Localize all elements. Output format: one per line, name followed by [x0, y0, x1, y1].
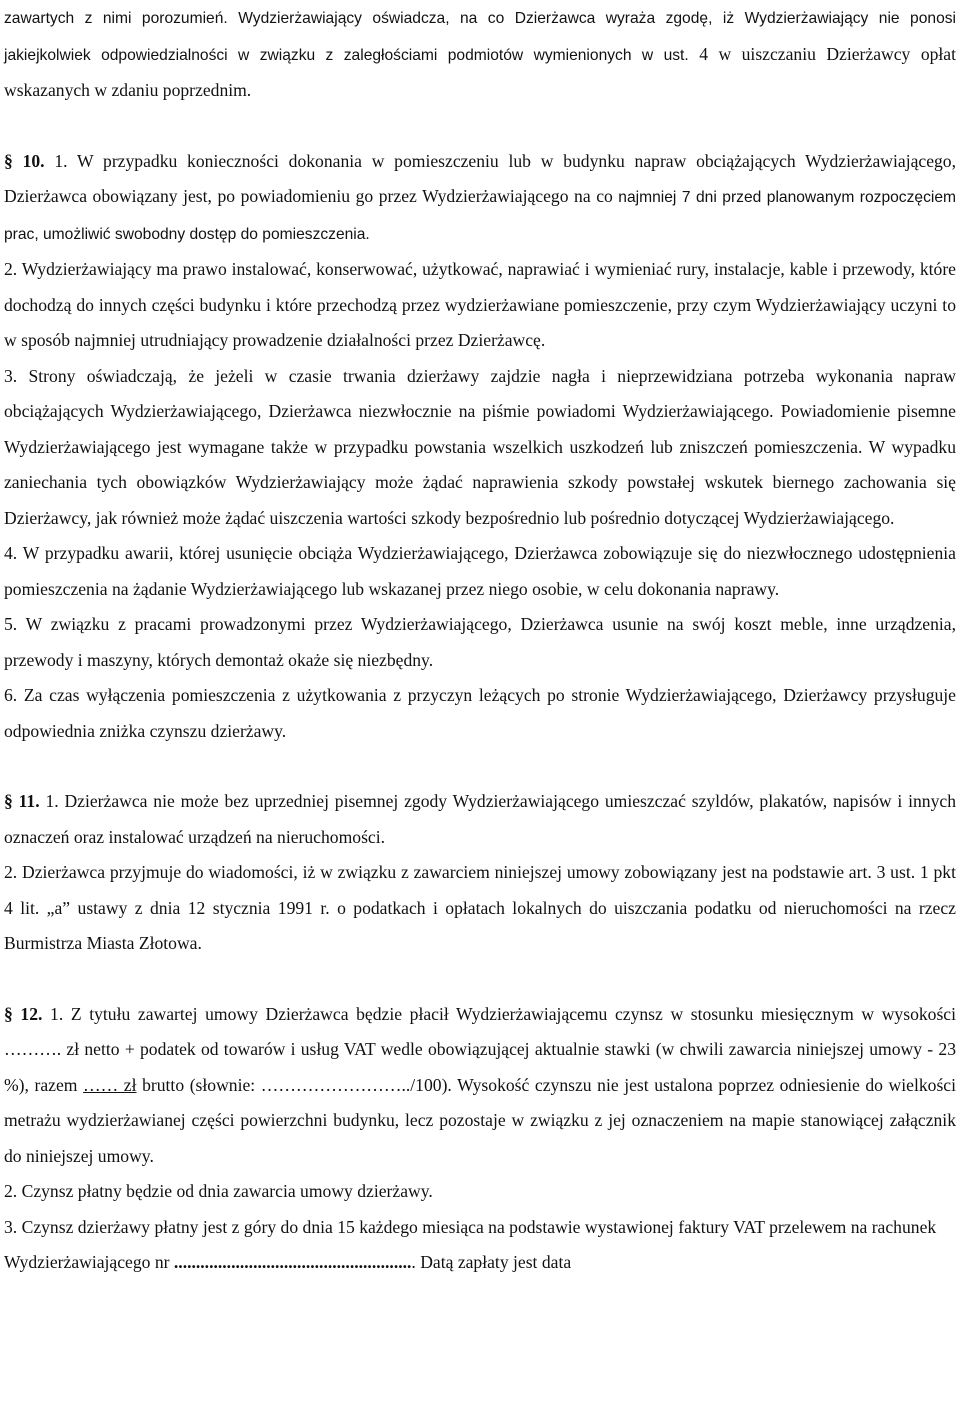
section-gap — [4, 962, 956, 997]
account-number-blank: ...................................................... — [173, 1252, 412, 1272]
section-11-heading: § 11. — [4, 791, 40, 811]
document-page — [4, 0, 956, 1281]
section-12-paragraph-3 — [4, 1210, 956, 1281]
section-10-paragraph-5: 5. W związku z pracami prowadzonymi przez Wydzierżawiającego, Dzierżawca usunie na swój koszt meble, inne urządzenia, przewody i maszyny, których demontaż okaże się niezbędny. — [4, 614, 956, 670]
section-12-para-1-text-cont: brutto (słownie: ……………………../100). Wysokość czynszu nie jest ustalona poprzez odniesienie do wielkości metrażu wydzierżawianej części powierzchni budynku, lecz pozostaje w związku z jej oznaczeniem na mapie stanowiącej załącznik do niniejszej umowy. — [4, 1074, 956, 1166]
intro-paragraph — [4, 0, 956, 109]
gross-amount-blank: …… zł — [83, 1074, 137, 1095]
section-gap — [4, 109, 956, 144]
section-11-paragraph-1 — [4, 784, 956, 855]
section-gap — [4, 749, 956, 784]
section-12-paragraph-2: 2. Czynsz płatny będzie od dnia zawarcia umowy dzierżawy. — [4, 1181, 433, 1201]
section-12-para-3-text: 3. Czynsz dzierżawy płatny jest z góry do dnia 15 każdego miesiąca na podstawie wystawionej faktury VAT przelewem na rachunek Wydzierżawiającego nr — [4, 1216, 937, 1272]
section-10-paragraph-6: 6. Za czas wyłączenia pomieszczenia z użytkowania z przyczyn leżących po stronie Wydzierżawiającego, Dzierżawcy przysługuje odpowiednia zniżka czynszu dzierżawy. — [4, 685, 956, 741]
section-10-para-1-text-sans: najmniej 7 dni przed planowanym rozpoczęciem prac, umożliwić swobodny dostęp do pomieszczenia. — [4, 189, 956, 243]
section-11-paragraph-2: 2. Dzierżawca przyjmuje do wiadomości, iż w związku z zawarciem niniejszej umowy zobowiązany jest na podstawie art. 3 ust. 1 pkt 4 lit. „a” ustawy z dnia 12 stycznia 1991 r. o podatkach i opłatach lokalnych do uiszczania podatku od nieruchomości na rzecz Burmistrza Miasta Złotowa. — [4, 862, 956, 953]
section-10-paragraph-4: 4. W przypadku awarii, której usunięcie obciąża Wydzierżawiającego, Dzierżawca zobowiązuje się do niezwłocznego udostępnienia pomieszczenia na żądanie Wydzierżawiającego lub wskazanej przez niego osobie, w celu dokonania naprawy. — [4, 543, 956, 599]
intro-text: 4 w uiszczaniu Dzierżawcy opłat wskazanych w zdaniu poprzednim. — [4, 43, 956, 100]
section-12-para-1-text: 1. Z tytułu zawartej umowy Dzierżawca będzie płacił Wydzierżawiającemu czynsz w stosunku miesięcznym w wysokości ………. zł netto + podatek od towarów i usług VAT wedle obowiązującej aktualnie stawki (w chwili zawarcia niniejszej umowy - 23 %), razem — [4, 1003, 957, 1095]
section-10-paragraph-2: 2. Wydzierżawiający ma prawo instalować, konserwować, użytkować, naprawiać i wymieniać rury, instalacje, kable i przewody, które dochodzą do innych części budynku i które przechodzą przez wydzierżawiane pomieszczenie, przy czym Wydzierżawiający uczyni to w sposób najmniej utrudniający prowadzenie działalności przez Dzierżawcę. — [4, 259, 956, 350]
section-12-paragraph-1 — [4, 997, 956, 1175]
section-10-paragraph-3: 3. Strony oświadczają, że jeżeli w czasie trwania dzierżawy zajdzie nagła i nieprzewidziana potrzeba wykonania napraw obciążających Wydzierżawiającego, Dzierżawca niezwłocznie na piśmie powiadomi Wydzierżawiającego. Powiadomienie pisemne Wydzierżawiającego jest wymagane także w przypadku powstania wszelkich uszkodzeń lub zniszczeń pomieszczenia. W wypadku zaniechania tych obowiązków Wydzierżawiający może żądać naprawienia szkody powstałej wskutek biernego zachowania się Dzierżawcy, jak również może żądać uiszczenia wartości szkody bezpośrednio lub pośrednio dotyczącej Wydzierżawiającego. — [4, 365, 956, 528]
section-10-para-1-text: 1. W przypadku konieczności dokonania w pomieszczeniu lub w budynku napraw obciążających Wydzierżawiającego, Dzierżawca obowiązany jest, po powiadomieniu go przez Wydzierżawiającego na co — [4, 150, 957, 206]
section-11-para-1-text: 1. Dzierżawca nie może bez uprzedniej pisemnej zgody Wydzierżawiającego umieszczać szyldów, plakatów, napisów i innych oznaczeń oraz instalować urządzeń na nieruchomości. — [4, 791, 957, 847]
section-10-heading: § 10. — [4, 150, 45, 171]
section-10-paragraph-1 — [4, 144, 956, 253]
section-12-heading: § 12. — [4, 1003, 43, 1024]
section-12-para-3-text-cont: . Datą zapłaty jest data — [411, 1252, 572, 1272]
intro-text-sans: zawartych z nimi porozumień. Wydzierżawiający oświadcza, na co Dzierżawca wyraża zgodę, iż Wydzierżawiający nie ponosi jakiejkolwiek odpowiedzialności w związku z zaległościami podmiotów wymienionych w ust. — [4, 10, 956, 64]
